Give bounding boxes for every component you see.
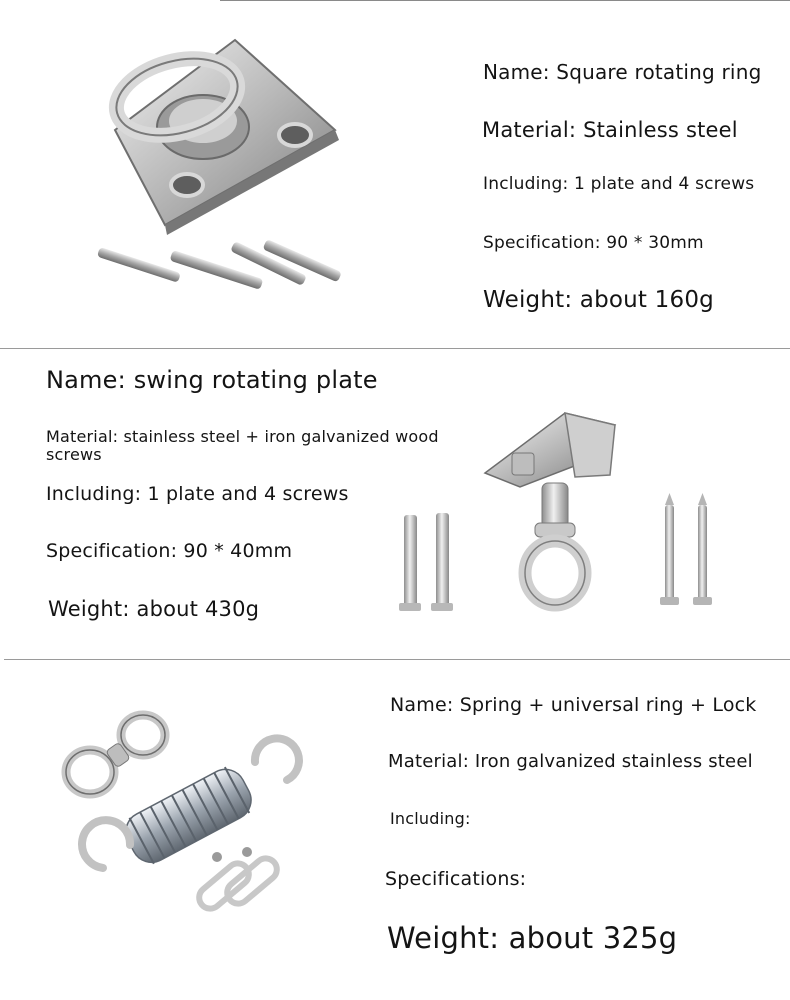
- product-2-material: Material: stainless steel + iron galvanized wood screws: [46, 427, 439, 464]
- product-2-name: Name: swing rotating plate: [46, 366, 378, 394]
- product-3-name: Name: Spring + universal ring + Lock: [390, 694, 757, 716]
- top-divider: [220, 0, 790, 1]
- product-2-including: Including: 1 plate and 4 screws: [46, 483, 349, 505]
- square-rotating-ring-image: [95, 35, 365, 310]
- section-divider-2: [4, 659, 790, 660]
- product-1-material: Material: Stainless steel: [482, 118, 738, 142]
- product-3-weight: Weight: about 325g: [387, 921, 678, 955]
- product-3-specification: Specifications:: [385, 868, 527, 890]
- product-3-including: Including:: [390, 809, 471, 828]
- product-1-weight: Weight: about 160g: [483, 287, 714, 313]
- spring-ring-lock-image: [55, 700, 305, 925]
- swing-rotating-plate-image: [390, 405, 730, 620]
- product-3-material: Material: Iron galvanized stainless steel: [388, 751, 753, 772]
- product-2-weight: Weight: about 430g: [48, 597, 260, 621]
- product-1-including: Including: 1 plate and 4 screws: [483, 174, 755, 194]
- product-2-specification: Specification: 90 * 40mm: [46, 540, 293, 562]
- section-divider-1: [0, 348, 790, 349]
- product-1-specification: Specification: 90 * 30mm: [483, 233, 704, 253]
- product-1-name: Name: Square rotating ring: [483, 60, 762, 84]
